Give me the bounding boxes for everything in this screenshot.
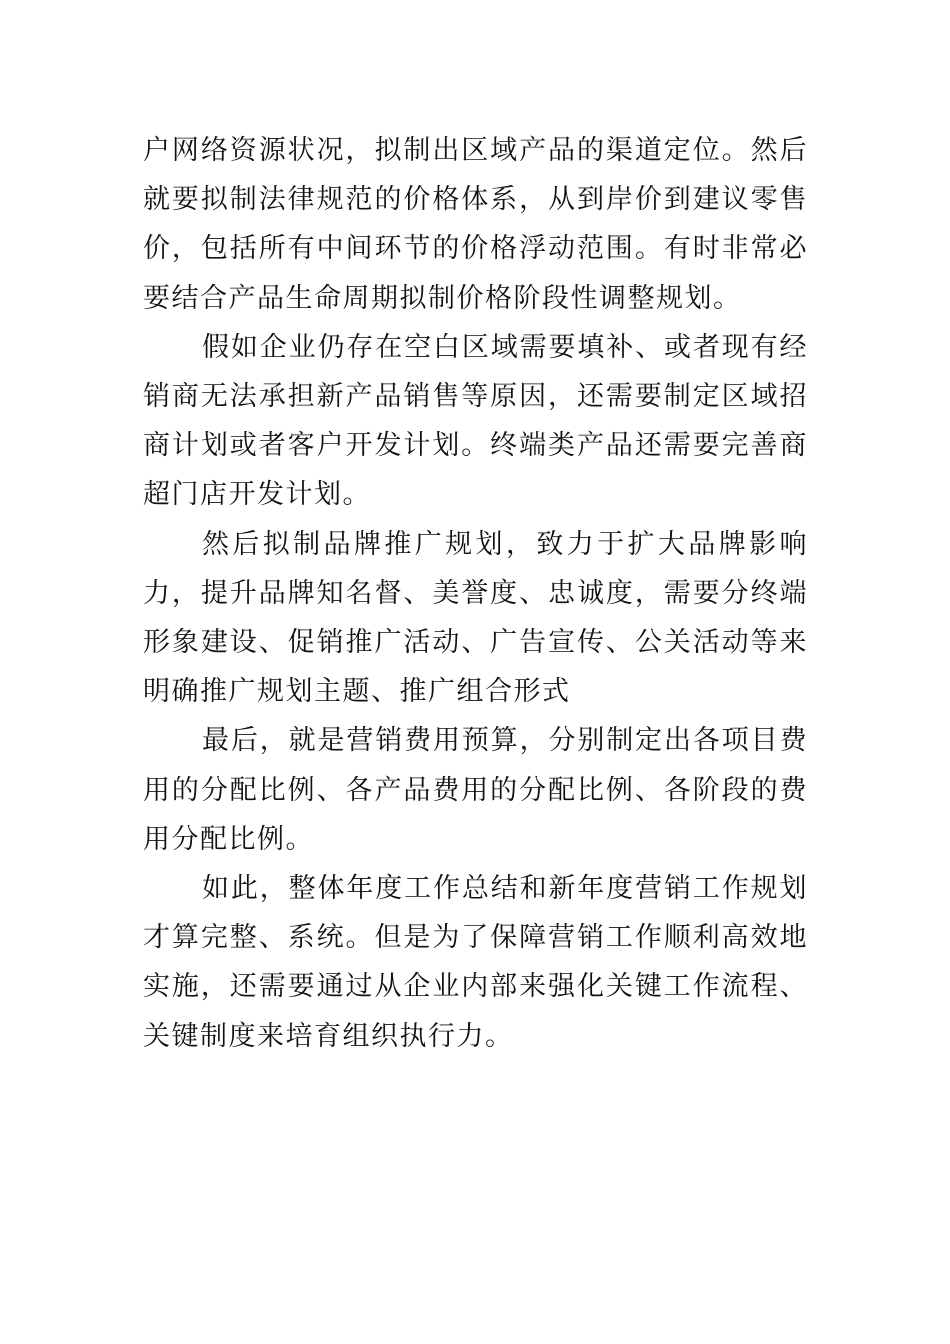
paragraph-3: 然后拟制品牌推广规划，致力于扩大品牌影响力，提升品牌知名督、美誉度、忠诚度，需要分终端形象建设、促销推广活动、广告宣传、公关活动等来明确推广规划主题、推广组合形式 [143,528,808,708]
paragraph-4: 最后，就是营销费用预算，分别制定出各项目费用的分配比例、各产品费用的分配比例、各阶段的费用分配比例。 [143,725,808,855]
paragraph-1: 户网络资源状况，拟制出区域产品的渠道定位。然后就要拟制法律规范的价格体系，从到岸价到建议零售价，包括所有中间环节的价格浮动范围。有时非常必要结合产品生命周期拟制价格阶段性调整规划。 [143,135,808,314]
paragraph-5: 如此，整体年度工作总结和新年度营销工作规划才算完整、系统。但是为了保障营销工作顺利高效地实施，还需要通过从企业内部来强化关键工作流程、关键制度来培育组织执行力。 [143,873,808,1052]
document-body [143,126,808,1061]
paragraph-2: 假如企业仍存在空白区域需要填补、或者现有经销商无法承担新产品销售等原因，还需要制定区域招商计划或者客户开发计划。终端类产品还需要完善商超门店开发计划。 [143,331,808,511]
